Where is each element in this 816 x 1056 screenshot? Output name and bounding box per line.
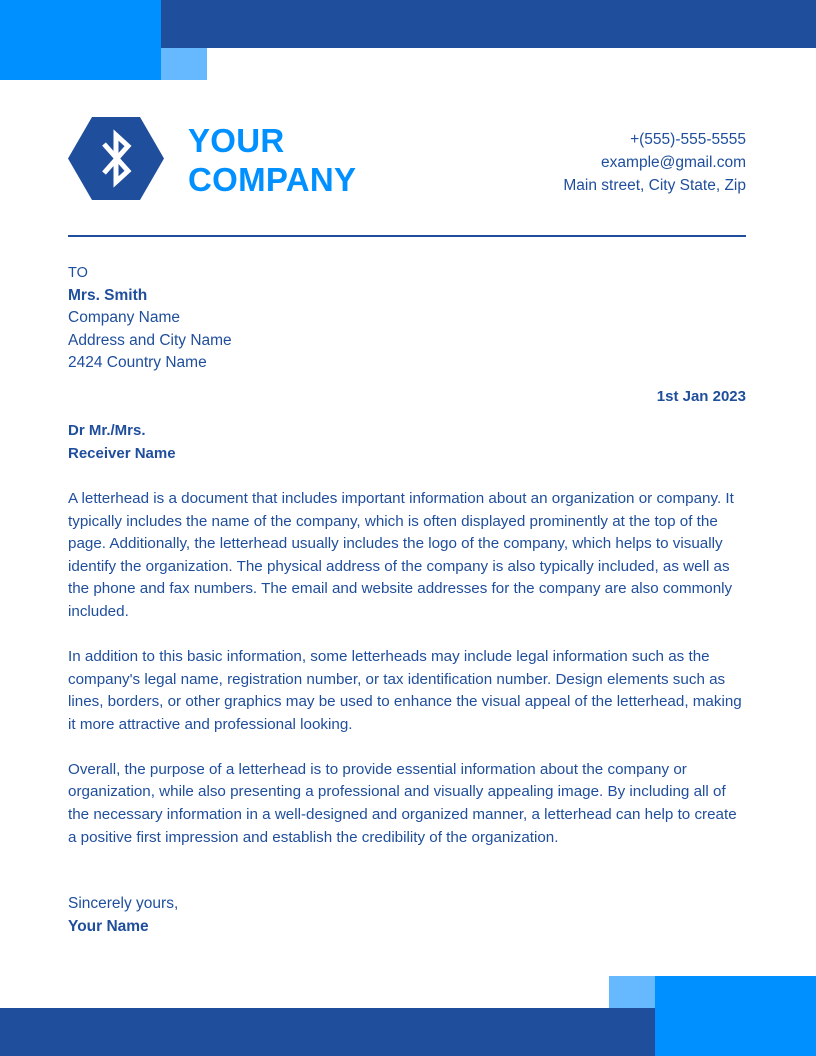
letter-date: 1st Jan 2023 (656, 388, 746, 405)
body-paragraph-2: In addition to this basic information, some letterheads may include legal information such as the company's legal name, registration number, or tax identification number. Design elements such as lines, borders, or other graphics may be used to enhance the visual appeal of the letterhead, making it more attractive and professional looking. (68, 647, 742, 733)
closing-block (68, 893, 178, 938)
contact-phone: +(555)-555-5555 (630, 131, 746, 148)
closing-phrase: Sincerely yours, (68, 895, 179, 912)
salutation (68, 420, 176, 465)
header-divider (68, 235, 746, 237)
top-corner-bright (0, 0, 161, 80)
recipient-name: Mrs. Smith (68, 286, 148, 304)
contact-email: example@gmail.com (601, 154, 746, 171)
body-paragraph-1: A letterhead is a document that includes important information about an organization or company. It typically includes the name of the company, which is often displayed prominently at the top of the page. Additionally, the letterhead usually includes the logo of the company, which helps to visually identify the organization. The physical address of the company is also typically included, as well as the phone and fax numbers. The email and website addresses for the company are also commonly included. (68, 490, 734, 620)
bottom-corner-bright (655, 976, 816, 1056)
top-corner-light (161, 48, 207, 80)
company-name-line2: COMPANY (188, 161, 357, 198)
recipient-block (68, 262, 232, 375)
salutation-title: Dr Mr./Mrs. (68, 422, 146, 439)
signer-name: Your Name (68, 917, 149, 935)
contact-address: Main street, City State, Zip (563, 177, 746, 194)
letter-body (68, 488, 748, 871)
bottom-banner-dark (0, 1008, 655, 1056)
bluetooth-icon (68, 117, 164, 200)
recipient-company: Company Name (68, 309, 180, 327)
recipient-address: Address and City Name (68, 331, 232, 349)
recipient-country: 2424 Country Name (68, 354, 207, 372)
contact-info (563, 128, 746, 197)
salutation-receiver: Receiver Name (68, 444, 176, 462)
company-name-line1: YOUR (188, 122, 285, 159)
recipient-label: TO (68, 265, 88, 281)
body-paragraph-3: Overall, the purpose of a letterhead is to provide essential information about the company or organization, while also presenting a professional and visually appealing image. By including all of the necessary information in a well-designed and organized manner, a letterhead can help to create a positive first impression and establish the credibility of the organization. (68, 760, 737, 846)
bottom-corner-light (609, 976, 655, 1008)
company-name (188, 121, 356, 199)
top-banner-dark (161, 0, 816, 48)
